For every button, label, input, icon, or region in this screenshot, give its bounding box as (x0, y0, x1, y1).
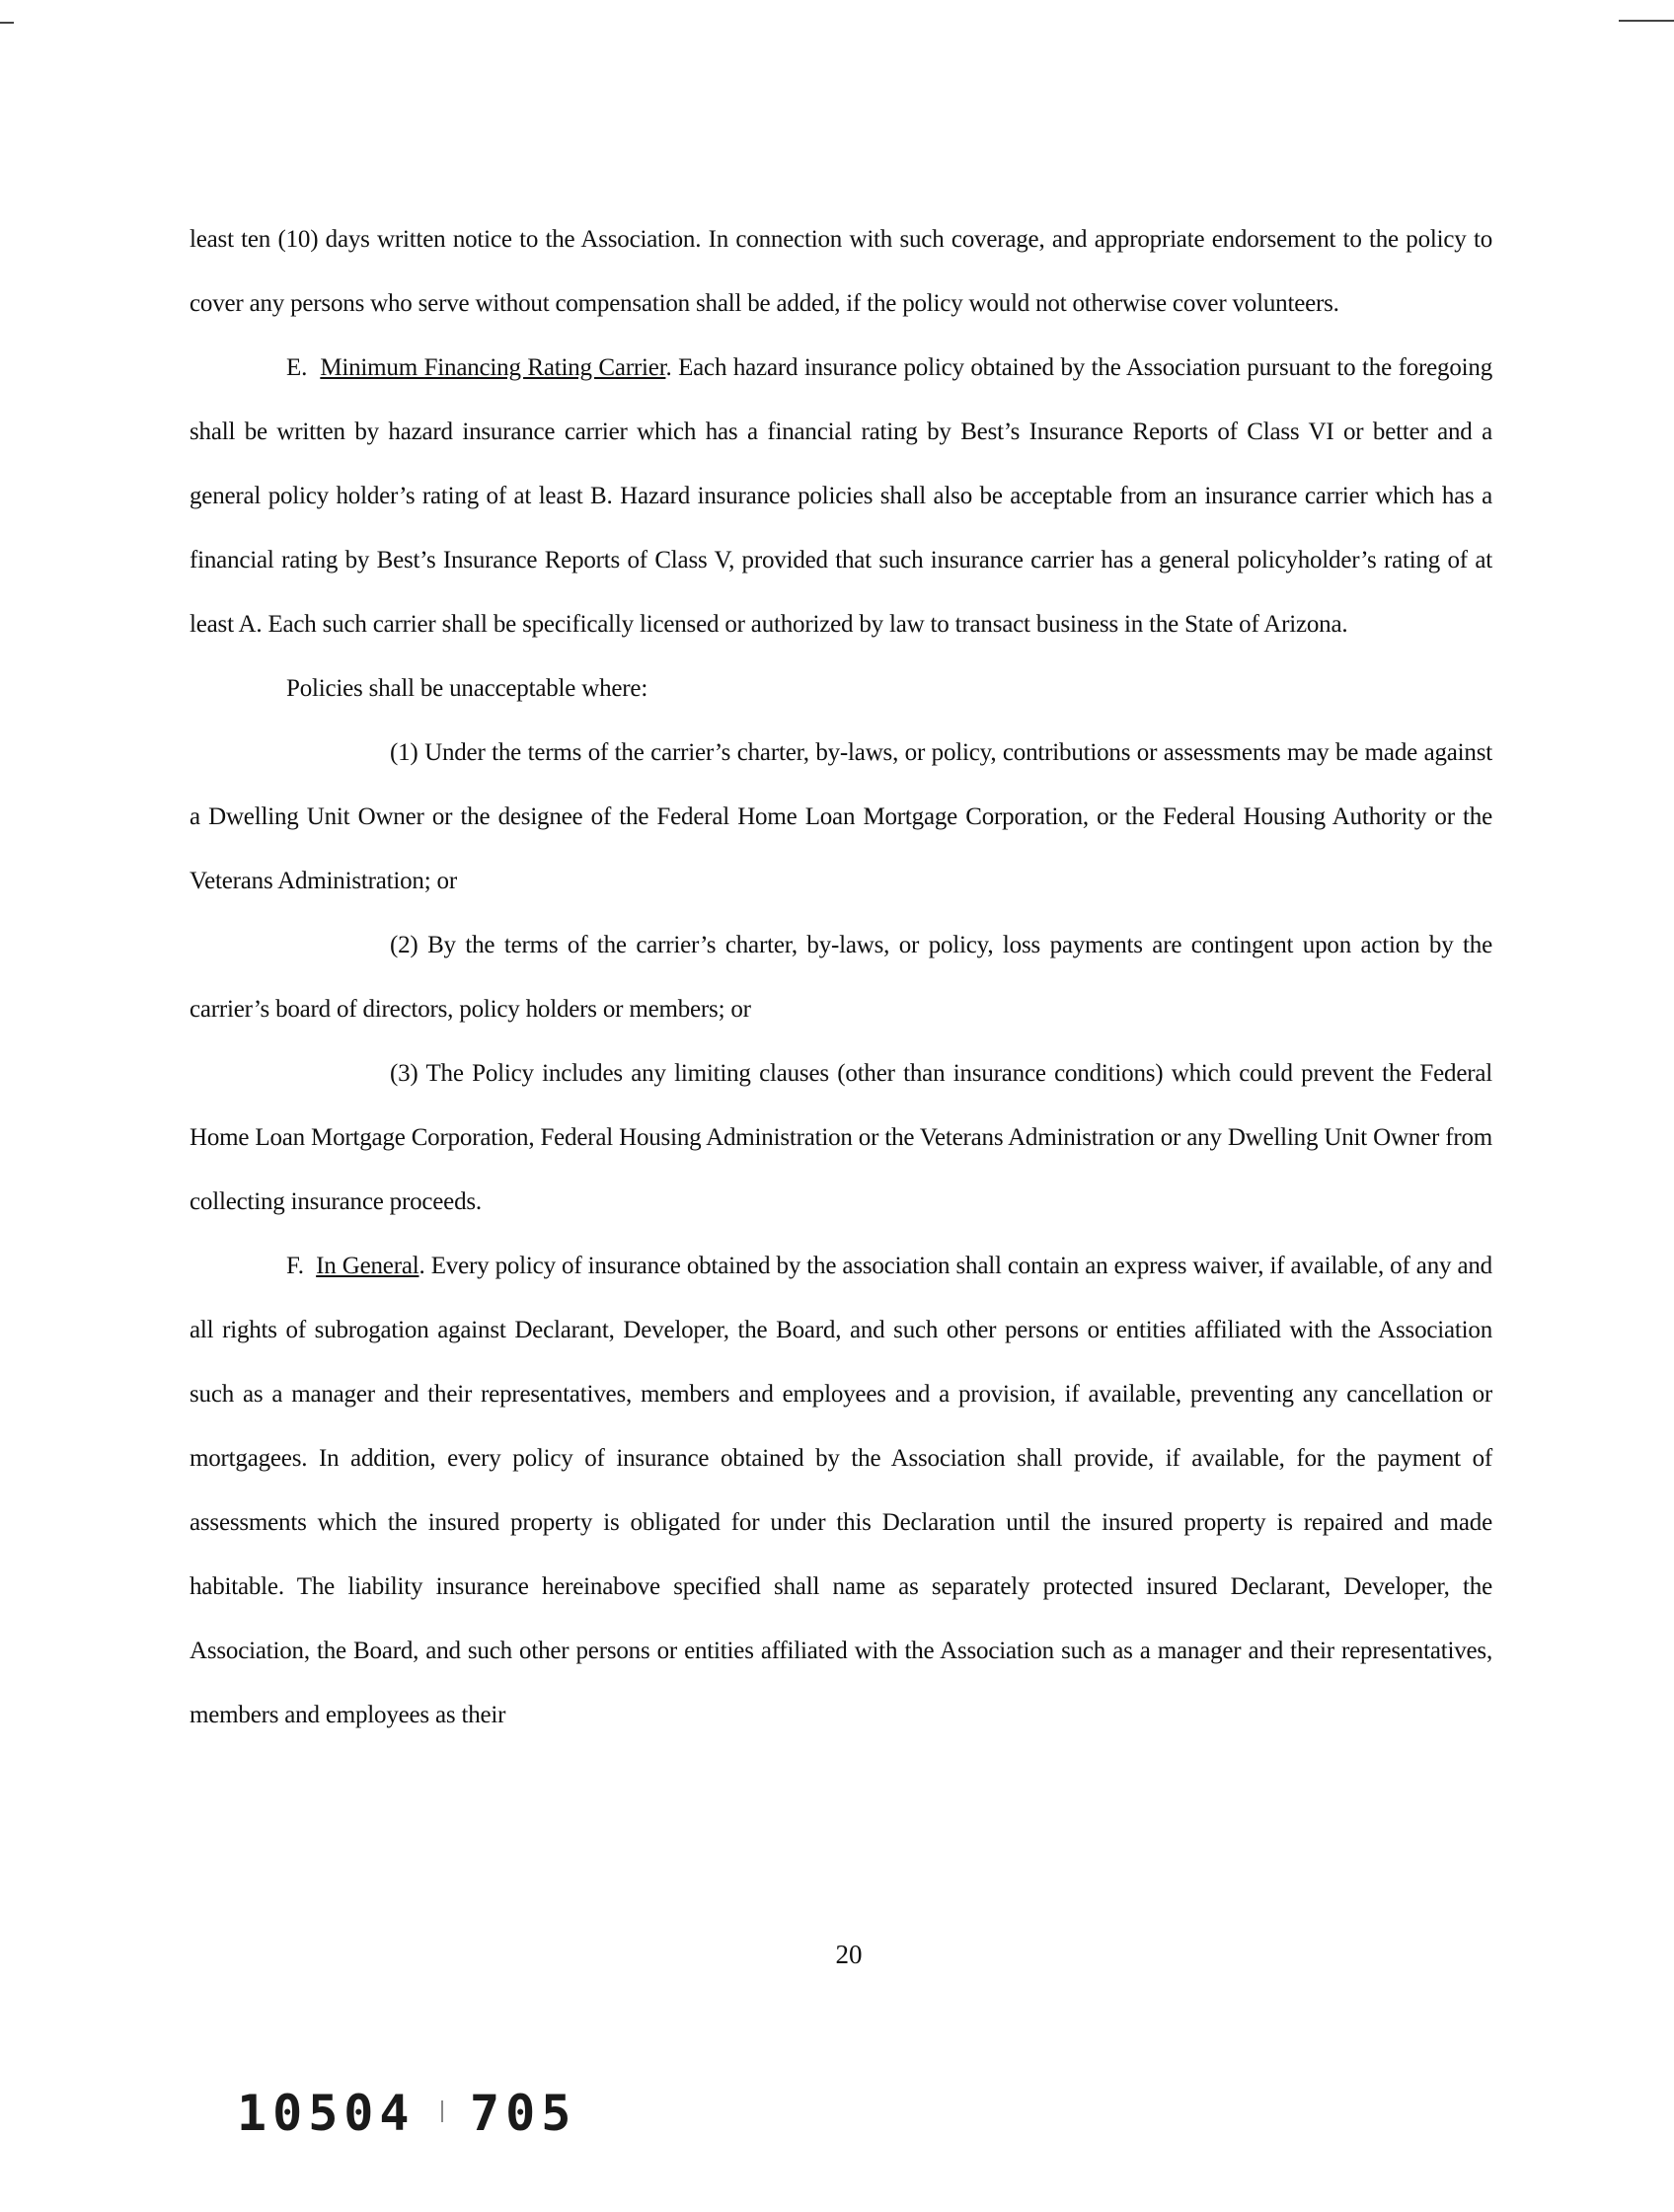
section-e-heading: Minimum Financing Rating Carrier (320, 354, 666, 381)
section-e-text: . Each hazard insurance policy obtained by the Association pursuant to the foregoing shall be written by hazard insurance carrier which has a financial rating by Best’s Insurance Reports of Class VI or better and a general policy holder’s rating of at least B. Hazard insurance policies shall also be acceptable from an insurance carrier which has a financial rating by Best’s Insurance Reports of Class V, provided that such insurance carrier has a general policyholder’s rating of at least A. Each such carrier shall be specifically licensed or authorized by law to transact business in the State of Arizona. (190, 354, 1492, 638)
section-f-paragraph (190, 1234, 1492, 1747)
continuation-paragraph: least ten (10) days written notice to the Association. In connection with such coverage, and appropriate endorsement to the policy to cover any persons who serve without compensation shall be added, if the policy would not otherwise cover volunteers. (190, 226, 1492, 317)
page-number: 20 (835, 1940, 863, 1969)
stamp-separator (441, 2100, 443, 2122)
recording-page-number: 705 (470, 2085, 577, 2142)
section-f-text: . Every policy of insurance obtained by the association shall contain an express waiver, if available, of any and all rights of subrogation against Declarant, Developer, the Board, and such other persons or entities affiliated with the Association such as a manager and their representatives, members and employees and a provision, if available, preventing any cancellation or mortgagees. In addition, every policy of insurance obtained by the Association shall provide, if available, for the payment of assessments which the insured property is obligated for under this Declaration until the insured property is repaired and made habitable. The liability insurance hereinabove specified shall name as separately protected insured Declarant, Developer, the Association, the Board, and such other persons or entities affiliated with the Association such as a manager and their representatives, members and employees as their (190, 1253, 1492, 1728)
section-e-paragraph (190, 336, 1492, 656)
list-item: (3) The Policy includes any limiting clauses (other than insurance conditions) which could prevent the Federal Home Loan Mortgage Corporation, Federal Housing Administration or the Veterans Administration or any Dwelling Unit Owner from collecting insurance proceeds. (190, 1060, 1492, 1215)
recording-book-number: 10504 (237, 2085, 416, 2142)
section-f-letter: F. (286, 1253, 304, 1279)
list-item: (1) Under the terms of the carrier’s charter, by-laws, or policy, contributions or assessments may be made against a Dwelling Unit Owner or the designee of the Federal Home Loan Mortgage Corporation, or the Federal Housing Authority or the Veterans Administration; or (190, 739, 1492, 894)
scan-artifact-top-right (1619, 20, 1674, 22)
section-f-heading: In General (316, 1253, 419, 1279)
section-e-letter: E. (286, 354, 308, 381)
policies-intro: Policies shall be unacceptable where: (286, 675, 648, 702)
list-item: (2) By the terms of the carrier’s charter, by-laws, or policy, loss payments are contingent upon action by the carrier’s board of directors, policy holders or members; or (190, 932, 1492, 1023)
body-text (190, 207, 1492, 1747)
scan-artifact-top-left (0, 22, 14, 24)
